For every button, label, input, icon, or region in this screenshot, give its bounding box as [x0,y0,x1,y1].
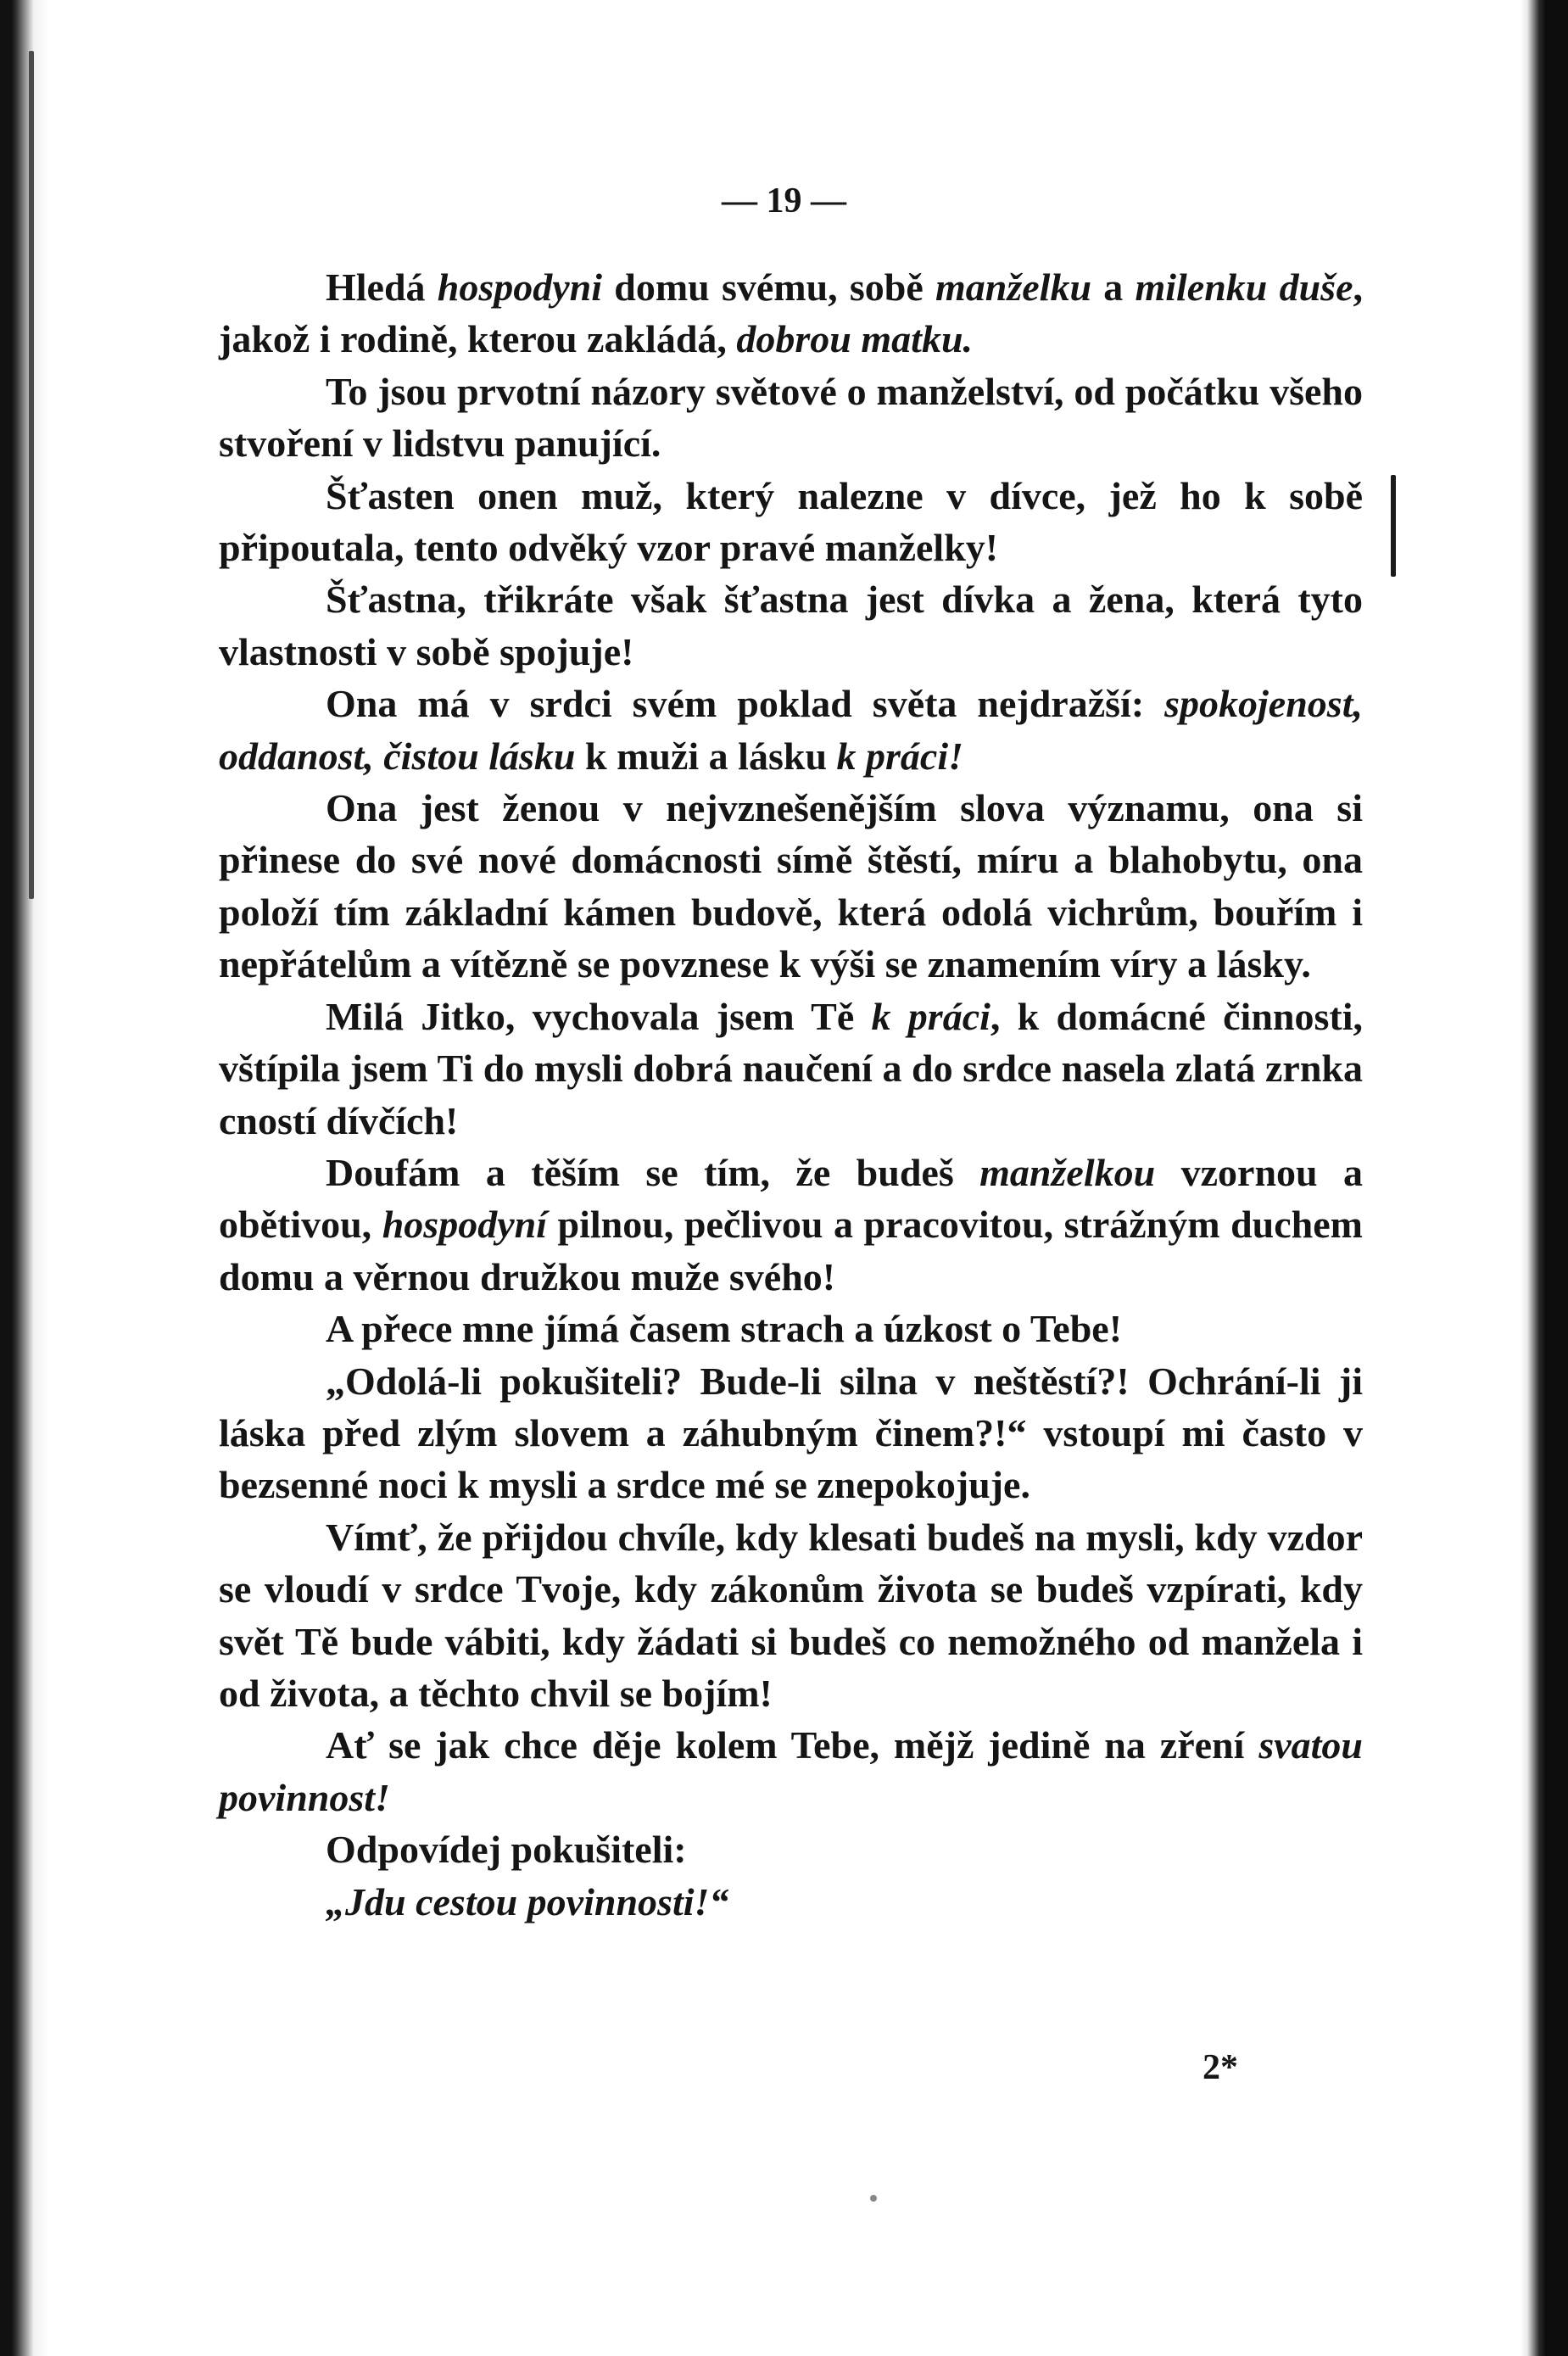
text-run: Šťastna, třikráte však šťastna jest dívka a žena, která tyto vlastnosti v sobě spojuje! [219,578,1363,673]
text-run: Šťasten onen muž, který nalezne v dívce, jež ho k sobě připoutala, tento odvěký vzor pravé manželky! [219,473,1363,570]
emphasized-text: manželku [935,265,1092,309]
paragraph [219,1719,1363,1823]
emphasized-text: hospodyní [382,1203,547,1247]
scan-artifact-mark [1391,475,1396,577]
text-run: Ona jest ženou v nejvznešenějším slova významu, ona si přinese do své nové domácnosti símě štěstí, míru a blahobytu, ona položí tím základní kámen budově, která odolá vichrům, bouřím i nepřátelům a vítězně se povznese k výši se znamením víry a lásky. [219,786,1363,986]
text-run: domu svému, sobě [602,265,935,309]
emphasized-text: „Jdu cestou povinnosti!“ [326,1879,729,1923]
paragraph [219,573,1363,678]
paragraph [219,991,1363,1147]
emphasized-text: manželkou [979,1150,1156,1194]
paragraph [219,1303,1363,1354]
paragraph [219,261,1363,366]
paragraph [219,1876,1363,1928]
scan-right-edge [1521,0,1568,2356]
paragraph [219,1511,1363,1720]
scan-speck [870,2195,877,2202]
emphasized-text: k práci! [836,734,964,778]
text-run: A přece mne jímá časem strach a úzkost o Tebe! [326,1307,1123,1351]
paragraph [219,678,1363,782]
text-run: Milá Jitko, vychovala jsem Tě [326,994,872,1038]
text-run: Vímť, že přijdou chvíle, kdy klesati budeš na mysli, kdy vzdor se vloudí v srdce Tvoje, kdy zákonům života se budeš vzpírati, kdy svět Tě bude vábiti, kdy žádati si budeš co nemožného od manžela i od života, a těchto chvil se bojím! [219,1515,1363,1715]
emphasized-text: spokojenost, oddanost, čistou lásku [219,682,1363,778]
paragraph [219,1147,1363,1303]
text-run: Odpovídej pokušiteli: [326,1828,687,1872]
text-run: a [1091,265,1136,309]
text-run: pilnou, pečlivou a pracovitou, strážným duchem domu a věrnou družkou muže svého! [219,1203,1363,1298]
paragraph [219,366,1363,470]
emphasized-text: milenku duše [1135,265,1353,309]
text-run: , jakož i rodině, kterou zakládá, [219,265,1364,361]
paragraph [219,1823,1363,1875]
paragraph [219,1355,1363,1511]
text-run: Doufám a těším se tím, že budeš [326,1150,980,1194]
signature-mark: 2* [1203,2048,1238,2087]
text-run: Ať se jak chce děje kolem Tebe, mějž jedině na zření [326,1723,1259,1767]
text-run: To jsou prvotní názory světové o manželství, od počátku všeho stvoření v lidstvu panující. [219,369,1363,466]
emphasized-text: k práci [871,994,990,1038]
text-run: „Odolá-li pokušiteli? Bude-li silna v neštěstí?! Ochrání-li ji láska před zlým slovem a záhubným činem?!“ vstoupí mi často v bezsenné noci k mysli a srdce mé se znepokojuje. [219,1359,1363,1507]
emphasized-text: hospodyni [437,265,603,309]
page-number: — 19 — [722,181,846,221]
text-run: Hledá [326,265,438,309]
emphasized-text: dobrou matku. [736,317,974,361]
text-run: vzornou a obětivou, [219,1150,1364,1247]
emphasized-text: svatou povinnost! [219,1723,1363,1819]
paragraph [219,782,1363,991]
scan-artifact-mark [29,51,34,899]
text-run: k muži a lásku [575,734,837,778]
paragraph [219,470,1363,574]
scan-left-edge [0,0,49,2356]
text-run: Ona má v srdci svém poklad světa nejdražší: [326,682,1165,726]
body-text [219,261,1363,1928]
text-run: , k domácné činnosti, vštípila jsem Ti do mysli dobrá naučení a do srdce nasela zlatá zrnka cností dívčích! [219,994,1363,1142]
